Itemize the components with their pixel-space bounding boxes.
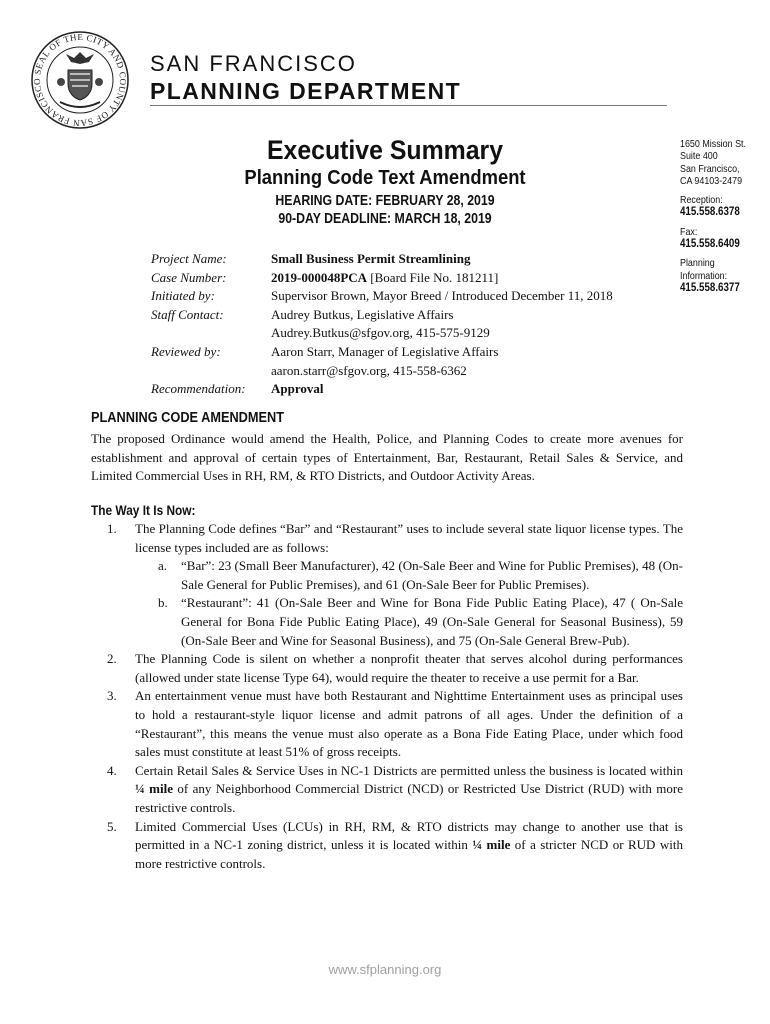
sub-list-item bbox=[158, 594, 683, 650]
case-number: 2019-000048PCA bbox=[271, 269, 368, 285]
sub-list-letter: a. bbox=[158, 558, 168, 574]
address-line: CA 94103-2479 bbox=[680, 174, 743, 187]
distance-emphasis: ¼ mile bbox=[472, 837, 511, 853]
initiated-by: Supervisor Brown, Mayor Breed / Introduced December 11, 2018 bbox=[271, 288, 613, 304]
reviewed-by: Aaron Starr, Manager of Legislative Affairs bbox=[271, 343, 499, 359]
meta-row-case-number bbox=[151, 269, 671, 288]
list-item-text: The Planning Code is silent on whether a nonprofit theater that serves alcohol during performances (allowed under state license Type 64), would require the theater to receive a use permit for a Bar. bbox=[135, 651, 683, 685]
meta-label: Initiated by: bbox=[151, 288, 215, 304]
department-name: PLANNING DEPARTMENT bbox=[150, 78, 462, 104]
sub-list-text: “Bar”: 23 (Small Beer Manufacturer), 42 (On-Sale Beer and Wine for Public Premises), 48 (On-Sale General for Public Premises), and 61 (On-Sale Beer for Public Premises). bbox=[181, 558, 683, 592]
list-number: 3. bbox=[107, 688, 117, 704]
meta-row-reviewed-by bbox=[151, 343, 671, 362]
reception-label: Reception: bbox=[680, 194, 723, 207]
meta-row-initiated-by bbox=[151, 287, 671, 306]
distance-emphasis: ¼ mile bbox=[135, 781, 173, 797]
list-number: 2. bbox=[107, 651, 117, 667]
address-line: 1650 Mission St. bbox=[680, 138, 746, 150]
list-item bbox=[107, 762, 683, 818]
list-item bbox=[107, 818, 683, 874]
meta-row-reviewed-by-info bbox=[151, 362, 671, 381]
staff-contact: Audrey Butkus, Legislative Affairs bbox=[271, 306, 454, 322]
list-item-text: An entertainment venue must have both Restaurant and Nighttime Entertainment uses as principal uses to hold a restaurant-style liquor license and admit patrons of all ages. Under the definition of a “Restaurant”, this means the venue must also operate as a Bona Fide Eating Place, under which food sales must constitute at least 51% of gross receipts. bbox=[135, 688, 683, 760]
planning-info-label: Information: bbox=[680, 269, 728, 282]
contact-column bbox=[680, 138, 768, 294]
list-number: 4. bbox=[107, 762, 117, 778]
meta-row-recommendation bbox=[151, 380, 671, 399]
project-meta bbox=[151, 250, 671, 399]
list-item bbox=[107, 650, 683, 687]
meta-label: Staff Contact: bbox=[151, 306, 224, 322]
current-rules-list bbox=[107, 520, 683, 873]
list-item-text: Certain Retail Sales & Service Uses in NC-1 Districts are permitted unless the business is located within ¼ mile of any Neighborhood Commercial District (NCD) or Restricted Use District (RUD) with more restrictive controls. bbox=[135, 762, 683, 815]
fax-phone: 415.558.6409 bbox=[680, 238, 740, 251]
header-divider bbox=[150, 105, 667, 106]
project-name: Small Business Permit Streamlining bbox=[271, 251, 471, 266]
meta-row-project-name bbox=[151, 250, 671, 269]
planning-info-phone: 415.558.6377 bbox=[680, 281, 740, 294]
list-item-text: Limited Commercial Uses (LCUs) in RH, RM, & RTO districts may change to another use that is permitted in a NC-1 zoning district, unless it is located within ¼ mile of a stricter NCD or RUD with more restrictive controls. bbox=[135, 818, 683, 871]
department-city-name: SAN FRANCISCO bbox=[150, 51, 357, 76]
meta-row-staff-contact bbox=[151, 306, 671, 325]
sub-list-item bbox=[158, 557, 683, 594]
seal-text: SEAL OF THE CITY AND COUNTY OF SAN FRANCISCO bbox=[31, 31, 129, 129]
meta-row-staff-contact-info bbox=[151, 324, 671, 343]
subsection-heading: The Way It Is Now: bbox=[91, 503, 196, 518]
document-subtitle: Planning Code Text Amendment bbox=[244, 167, 526, 189]
list-item-text: The Planning Code defines “Bar” and “Restaurant” uses to include several state liquor license types. The license types included are as follows: bbox=[135, 521, 683, 555]
reviewed-by-info: aaron.starr@sfgov.org, 415-558-6362 bbox=[271, 362, 467, 378]
recommendation: Approval bbox=[271, 381, 324, 397]
section-heading: PLANNING CODE AMENDMENT bbox=[91, 410, 285, 426]
deadline-date: 90-DAY DEADLINE: MARCH 18, 2019 bbox=[278, 210, 492, 227]
city-seal-logo bbox=[30, 30, 130, 130]
list-number: 5. bbox=[107, 818, 117, 834]
planning-info-label: Planning bbox=[680, 257, 715, 270]
fax-label: Fax: bbox=[680, 225, 698, 238]
sub-list-letter: b. bbox=[158, 595, 168, 611]
address-line: Suite 400 bbox=[680, 150, 718, 163]
meta-label: Recommendation: bbox=[151, 381, 246, 397]
reception-phone: 415.558.6378 bbox=[680, 206, 740, 219]
board-file: [Board File No. 181211] bbox=[370, 269, 499, 285]
document-title: Executive Summary bbox=[266, 135, 504, 165]
meta-label: Case Number: bbox=[151, 269, 227, 285]
meta-label: Reviewed by: bbox=[151, 343, 221, 359]
intro-paragraph: The proposed Ordinance would amend the Health, Police, and Planning Codes to create more avenues for establishment and approval of certain types of Entertainment, Bar, Restaurant, Retail Sales & Service, and Limited Commercial Uses in RH, RM, & RTO Districts, and Outdoor Activity Areas. bbox=[91, 431, 683, 484]
meta-label: Project Name: bbox=[151, 251, 227, 266]
list-item bbox=[107, 687, 683, 761]
staff-contact-info: Audrey.Butkus@sfgov.org, 415-575-9129 bbox=[271, 325, 490, 341]
sub-list-text: “Restaurant”: 41 (On-Sale Beer and Wine for Bona Fide Public Eating Place), 47 ( On-Sale General for Bona Fide Public Eating Place), 49 (On-Sale General for Seasonal Business), 59 (On-Sale Beer and Wine for Seasonal Business), and 75 (On-Sale General Brew-Pub). bbox=[181, 595, 683, 648]
address-line: San Francisco, bbox=[680, 162, 740, 175]
footer-website-link[interactable]: www.sfplanning.org bbox=[328, 962, 442, 977]
list-number: 1. bbox=[107, 521, 117, 536]
hearing-date: HEARING DATE: FEBRUARY 28, 2019 bbox=[275, 192, 495, 209]
list-item bbox=[107, 520, 683, 650]
